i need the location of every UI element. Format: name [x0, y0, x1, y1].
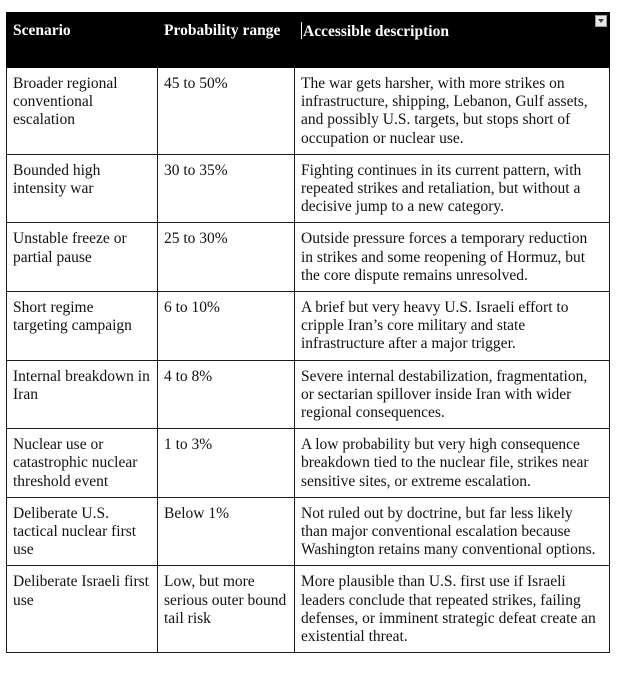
cell-scenario: Unstable freeze or partial pause	[7, 223, 158, 292]
column-dropdown-icon[interactable]	[595, 15, 607, 27]
cell-probability: 1 to 3%	[158, 429, 295, 498]
cell-scenario: Deliberate U.S. tactical nuclear first use	[7, 497, 158, 566]
table-row	[7, 292, 610, 361]
cell-description: Not ruled out by doctrine, but far less likely than major conventional escalation because Washington retains many conventional options.	[295, 497, 610, 566]
header-description	[295, 13, 610, 68]
scenario-table	[6, 12, 610, 653]
cell-probability: 30 to 35%	[158, 154, 295, 223]
cell-scenario: Bounded high intensity war	[7, 154, 158, 223]
cell-scenario: Nuclear use or catastrophic nuclear threshold event	[7, 429, 158, 498]
cell-scenario: Internal breakdown in Iran	[7, 360, 158, 429]
header-scenario: Scenario	[7, 13, 158, 68]
table-row	[7, 429, 610, 498]
cell-scenario: Broader regional conventional escalation	[7, 68, 158, 155]
cell-probability: 45 to 50%	[158, 68, 295, 155]
header-description-label: Accessible description	[303, 23, 449, 40]
cell-description: The war gets harsher, with more strikes on infrastructure, shipping, Lebanon, Gulf assets, and possibly U.S. targets, but stops short of occupation or nuclear use.	[295, 68, 610, 155]
cell-probability: 6 to 10%	[158, 292, 295, 361]
text-cursor	[301, 22, 302, 39]
cell-probability: Below 1%	[158, 497, 295, 566]
table-row	[7, 360, 610, 429]
cell-description: A low probability but very high consequence breakdown tied to the nuclear file, strikes near sensitive sites, or extreme escalation.	[295, 429, 610, 498]
cell-description: Outside pressure forces a temporary reduction in strikes and some reopening of Hormuz, but the core dispute remains unresolved.	[295, 223, 610, 292]
cell-description: Fighting continues in its current pattern, with repeated strikes and retaliation, but without a decisive jump to a new category.	[295, 154, 610, 223]
cell-scenario: Deliberate Israeli first use	[7, 566, 158, 653]
cell-probability: Low, but more serious outer bound tail risk	[158, 566, 295, 653]
table-row	[7, 223, 610, 292]
cell-description: More plausible than U.S. first use if Israeli leaders conclude that repeated strikes, failing defenses, or imminent strategic defeat create an existential threat.	[295, 566, 610, 653]
cell-probability: 25 to 30%	[158, 223, 295, 292]
cell-description: A brief but very heavy U.S. Israeli effort to cripple Iran’s core military and state infrastructure after a major trigger.	[295, 292, 610, 361]
cell-scenario: Short regime targeting campaign	[7, 292, 158, 361]
scenario-table-container	[6, 12, 609, 653]
table-row	[7, 566, 610, 653]
cell-probability: 4 to 8%	[158, 360, 295, 429]
header-row	[7, 13, 610, 68]
table-row	[7, 68, 610, 155]
table-row	[7, 154, 610, 223]
cell-description: Severe internal destabilization, fragmentation, or sectarian spillover inside Iran with wider regional consequences.	[295, 360, 610, 429]
header-probability: Probability range	[158, 13, 295, 68]
table-row	[7, 497, 610, 566]
